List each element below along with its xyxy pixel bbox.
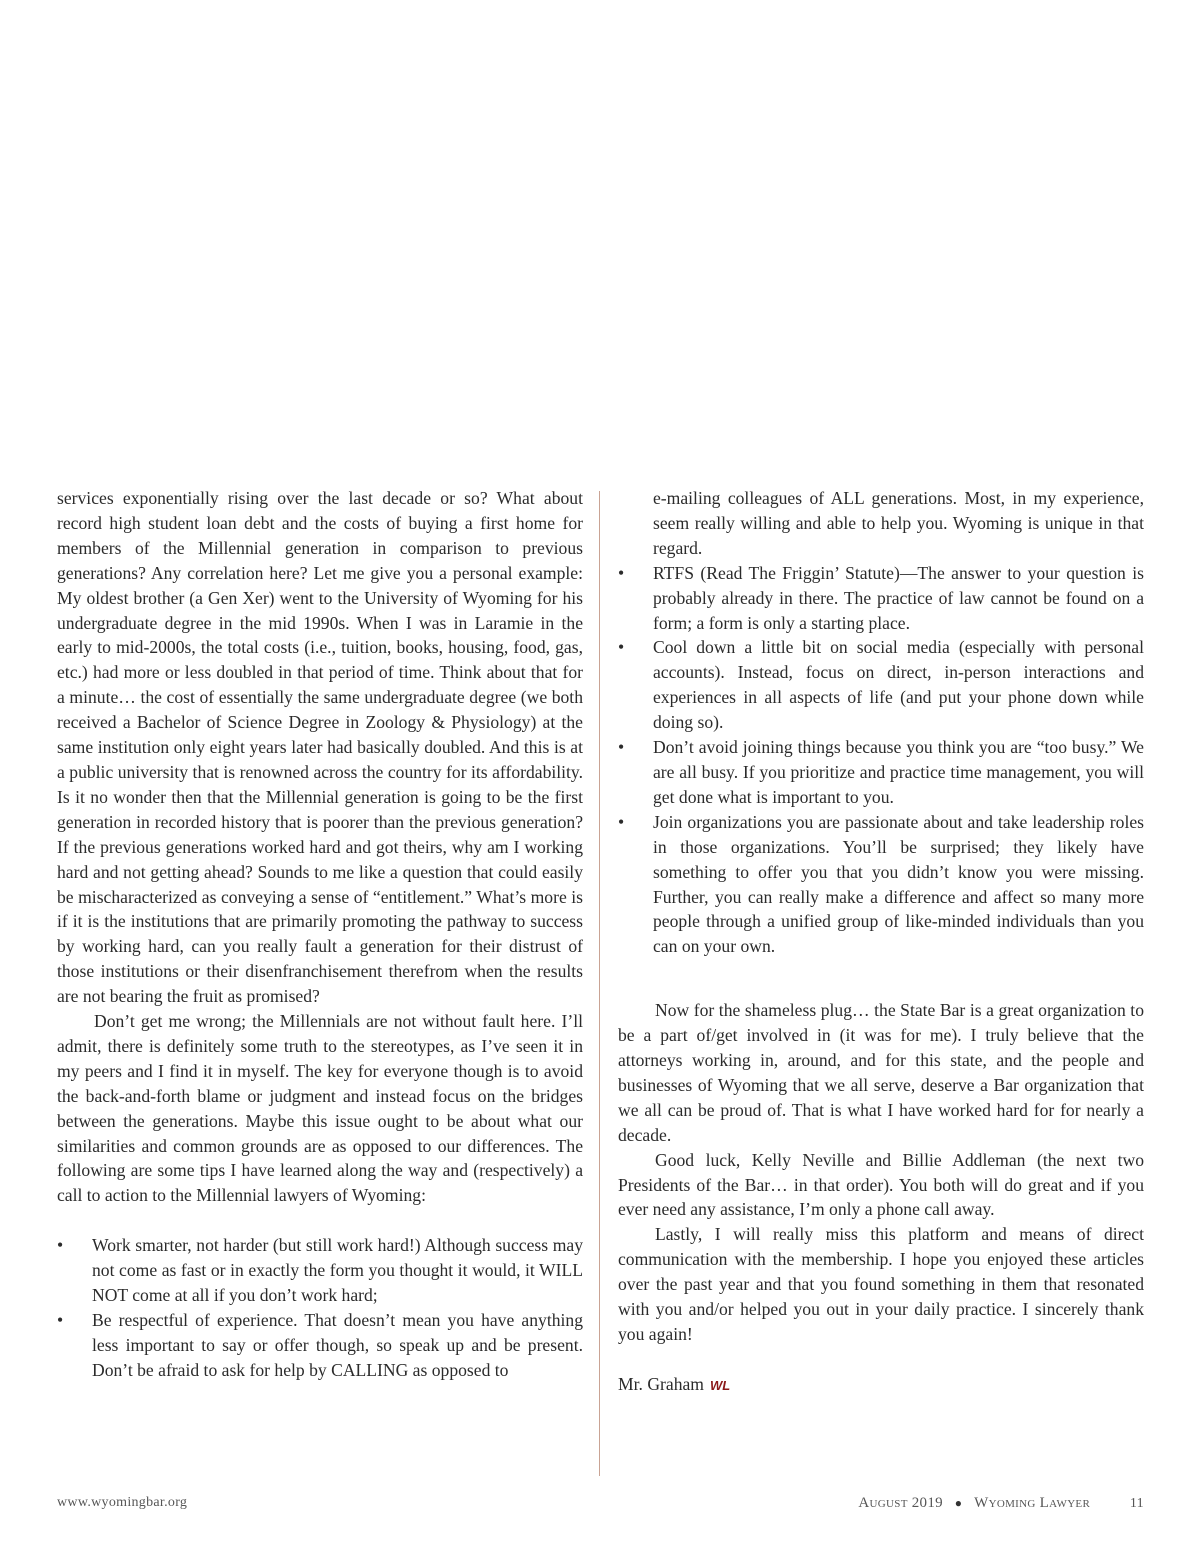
bullet-icon: • <box>618 562 625 583</box>
column-divider <box>599 491 600 1476</box>
page-number: 11 <box>1129 1496 1144 1511</box>
left-column <box>57 486 583 1383</box>
bullet-icon: • <box>618 737 625 758</box>
list-item: • Work smarter, not harder (but still work hard!) Although success may not come as fast or in exactly the form you thought it would, it WILL NOT come at all if you don’t work hard; <box>57 1235 583 1306</box>
list-item: • RTFS (Read The Friggin’ Statute)—The answer to your question is probably already in there. The practice of law cannot be found on a form; a form is only a starting place. <box>618 562 1144 633</box>
issue-info <box>858 1495 1144 1512</box>
right-column <box>618 486 1144 1399</box>
paragraph: Lastly, I will really miss this platform and means of direct communication with the membership. I hope you enjoyed these articles over the past year and that you found something in them that resonated with you and/or helped you out in your daily practice. I sincerely thank you again! <box>618 1224 1144 1344</box>
list-item: • Be respectful of experience. That doesn’t mean you have anything less important to say or offer though, so speak up and be present. Don’t be afraid to ask for help by CALLING as opposed to <box>57 1310 583 1380</box>
list-item: • Join organizations you are passionate about and take leadership roles in those organizations. You’ll be surprised; they likely have something to offer you that you didn’t know you were missing. Further, you can really make a difference and affect so many more people through a unified group of like-minded individuals than you can on your own. <box>618 811 1144 957</box>
tips-list <box>57 1233 583 1382</box>
paragraph: Now for the shameless plug… the State Bar is a great organization to be a part of/get involved in (it was for me). I truly believe that the attorneys working in, around, and for this state, and the people and businesses of Wyoming that we all serve, deserve a Bar organization that we all can be proud of. That is what I have worked hard for for nearly a decade. <box>618 1000 1144 1145</box>
paragraph: Don’t get me wrong; the Millennials are not without fault here. I’ll admit, there is definitely some truth to the stereotypes, as I’ve seen it in my peers and I find it in myself. The key for everyone though is to avoid the back-and-forth blame or judgment and instead focus on the bridges between the generations. Maybe this issue ought to be about what our similarities and common grounds are as opposed to our differences. The following are some tips I have learned along the way and (respectively) a call to action to the Millennial lawyers of Wyoming: <box>57 1011 583 1206</box>
publication-name: Wyoming Lawyer <box>974 1495 1091 1511</box>
list-item-continuation: e-mailing colleagues of ALL generations. Most, in my experience, seem really willing and able to help you. Wyoming is unique in that regard. <box>653 488 1144 558</box>
separator-icon: ● <box>954 1496 963 1510</box>
signature-name: Mr. Graham <box>618 1373 704 1394</box>
bullet-icon: • <box>618 811 625 832</box>
bullet-icon: • <box>57 1310 64 1330</box>
website-link[interactable]: www.wyomingbar.org <box>57 1495 188 1510</box>
signature <box>618 1372 1144 1399</box>
list-item: • Cool down a little bit on social media (especially with personal accounts). Instead, focus on direct, in-person interactions and experiences in all aspects of life (and put your phone down while doing so). <box>618 637 1144 733</box>
issue-date: August 2019 <box>858 1495 943 1511</box>
list-item: • Don’t avoid joining things because you think you are “too busy.” We are all busy. If you prioritize and practice time management, you will get done what is important to you. <box>618 737 1144 807</box>
bullet-icon: • <box>618 637 625 658</box>
end-mark: WL <box>710 1377 731 1393</box>
bullet-icon: • <box>57 1235 64 1256</box>
paragraph: services exponentially rising over the last decade or so? What about record high student loan debt and the costs of buying a first home for members of the Millennial generation in comparison to previous generations? Any correlation here? Let me give you a personal example: My oldest brother (a Gen Xer) went to the University of Wyoming for his undergraduate degree in the mid 1990s. When I was in Laramie in the early to mid-2000s, the total costs (i.e., tuition, books, housing, food, gas, etc.) had more or less doubled in that period of time. Think about that for a minute… the cost of essentially the same undergraduate degree (we both received a Bachelor of Science Degree in Zoology & Physiology) at the same institution only eight years later had basically doubled. And this is at a public university that is renowned across the country for its affordability. Is it no wonder then that the Millennial generation is going to be the first generation in recorded history that is poorer than the previous generation? If the previous generations worked hard and got theirs, why am I working hard and not getting ahead? Sounds to me like a question that could easily be mischaracterized as conveying a sense of “entitlement.” What’s more is if it is the institutions that are primarily promoting the pathway to success by working hard, can you really fault a generation for their distrust of those institutions or their disenfranchisement therefrom when the results are not bearing the fruit as promised? <box>57 488 583 1007</box>
paragraph: Good luck, Kelly Neville and Billie Addleman (the next two Presidents of the Bar… in that order). You both will do great and if you ever need any assistance, I’m only a phone call away. <box>618 1149 1144 1220</box>
tips-list-continued <box>618 486 1144 959</box>
